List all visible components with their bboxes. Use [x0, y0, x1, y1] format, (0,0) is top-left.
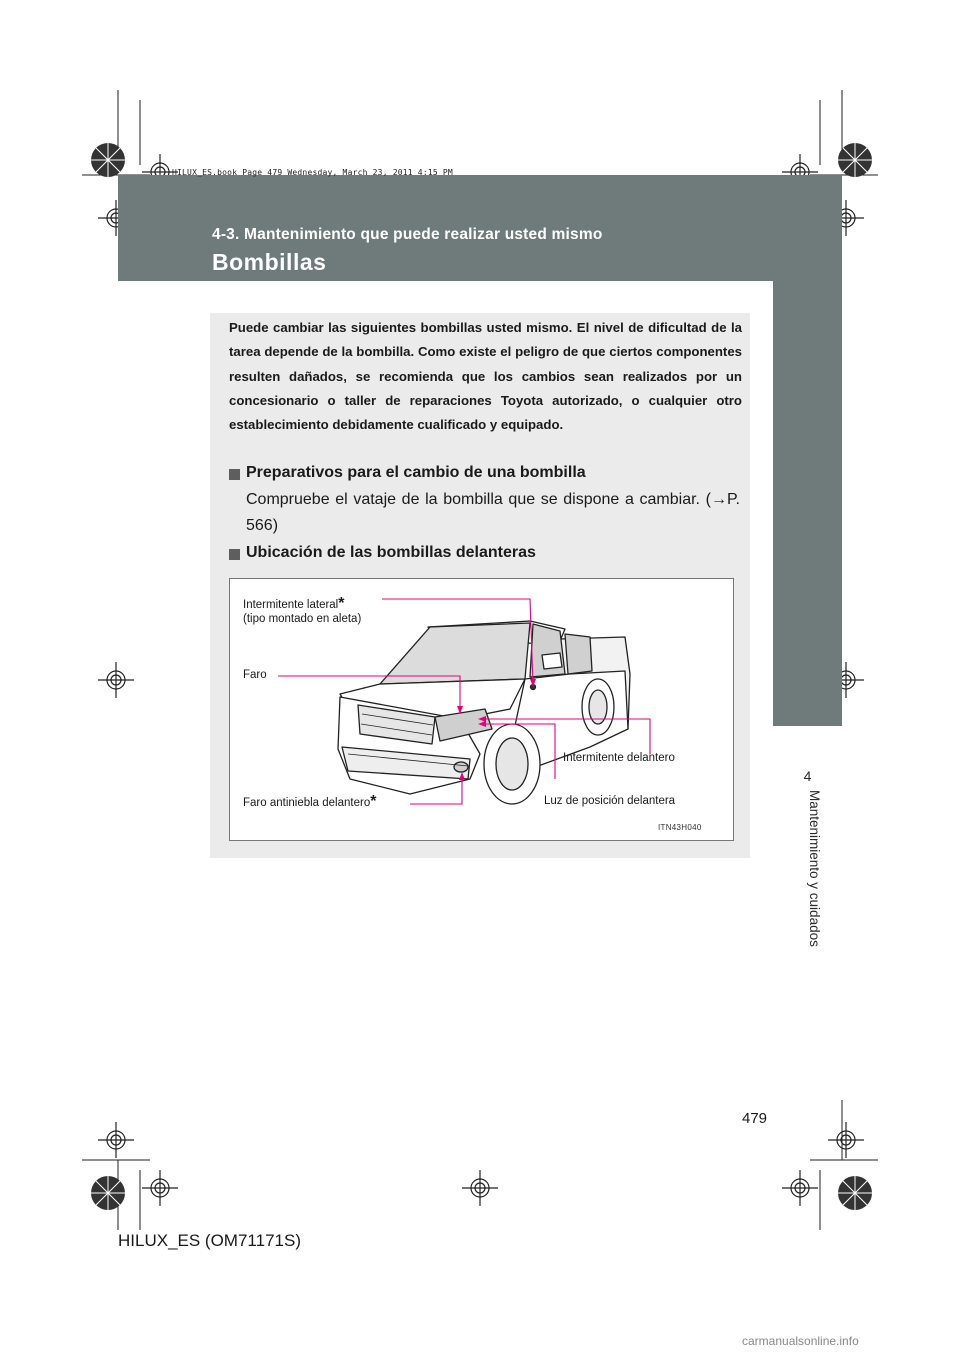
label-fog-text: Faro antiniebla delantero: [243, 797, 371, 809]
page-number: 479: [742, 1110, 768, 1127]
label-headlight: Faro: [243, 669, 267, 681]
sub-heading-preparation: Preparativos para el cambio de una bombilla: [246, 464, 586, 481]
asterisk-mark: *: [370, 793, 377, 810]
label-front-turn: Intermitente delantero: [563, 752, 675, 764]
bullet-square-icon: [229, 469, 240, 480]
label-side-turn-text: Intermitente lateral: [243, 599, 339, 611]
preparation-body: Compruebe el vataje de la bombilla que se dispone a cambiar. (→P. 566): [246, 491, 740, 534]
page-title: Bombillas: [212, 249, 327, 275]
chapter-side-tab: [773, 281, 842, 726]
intro-paragraph: Puede cambiar las siguientes bombillas usted mismo. El nivel de dificultad de la tarea depende de la bombilla. Como existe el peligro de que ciertos componentes resulten dañados, se recomienda que los cambios sean realizados por un concesionario o taller de reparaciones Toyota autorizado, o cualquier otro establecimiento debidamente cualificado y equipado.: [229, 320, 742, 433]
book-info: HILUX_ES.book Page 479 Wednesday, March 23, 2011 4:15 PM: [172, 168, 453, 177]
chapter-title-wrap: [773, 790, 842, 947]
watermark: carmanualsonline.info: [742, 1334, 859, 1348]
chapter-number: 4: [803, 768, 812, 784]
footer-model-code: HILUX_ES (OM71171S): [118, 1231, 301, 1250]
label-position: Luz de posición delantera: [544, 795, 676, 807]
sub-heading-front-bulbs: Ubicación de las bombillas delanteras: [246, 544, 536, 561]
chapter-title: Mantenimiento y cuidados: [807, 790, 822, 947]
bullet-square-icon: [229, 549, 240, 560]
figure-code: ITN43H040: [658, 823, 702, 832]
asterisk-mark: *: [338, 595, 345, 612]
section-title: 4-3. Mantenimiento que puede realizar usted mismo: [212, 226, 603, 243]
label-fog: [243, 793, 376, 811]
label-side-turn-note: (tipo montado en aleta): [243, 613, 362, 625]
label-side-turn: [243, 595, 344, 613]
